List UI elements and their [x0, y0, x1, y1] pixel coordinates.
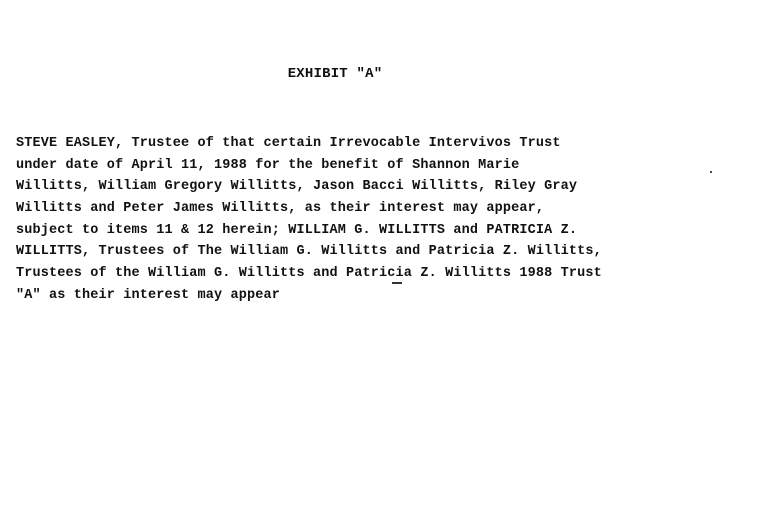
body-line-6: WILLITTS, Trustees of The William G. Willitts and Patricia Z. Willitts, [16, 244, 602, 260]
body-line-7: Trustees of the William G. Willitts and Patricia Z. Willitts 1988 Trust [16, 266, 602, 282]
body-line-8: "A" as their interest may appear [16, 287, 281, 303]
body-line-2: under date of April 11, 1988 for the benefit of Shannon Marie [16, 157, 520, 173]
body-line-1: STEVE EASLEY, Trustee of that certain Irrevocable Intervivos Trust [16, 136, 561, 151]
body-line-3: Willitts, William Gregory Willitts, Jason Bacci Willitts, Riley Gray [16, 179, 578, 195]
body-line-5: subject to items 11 & 12 herein; WILLIAM G. WILLITTS and PATRICIA Z. [16, 222, 578, 238]
exhibit-body [16, 133, 766, 307]
exhibit-title: EXHIBIT "A" [287, 66, 383, 82]
scan-mark [392, 282, 402, 284]
scan-speck [710, 171, 712, 173]
body-line-4: Willitts and Peter James Willitts, as their interest may appear, [16, 201, 545, 217]
